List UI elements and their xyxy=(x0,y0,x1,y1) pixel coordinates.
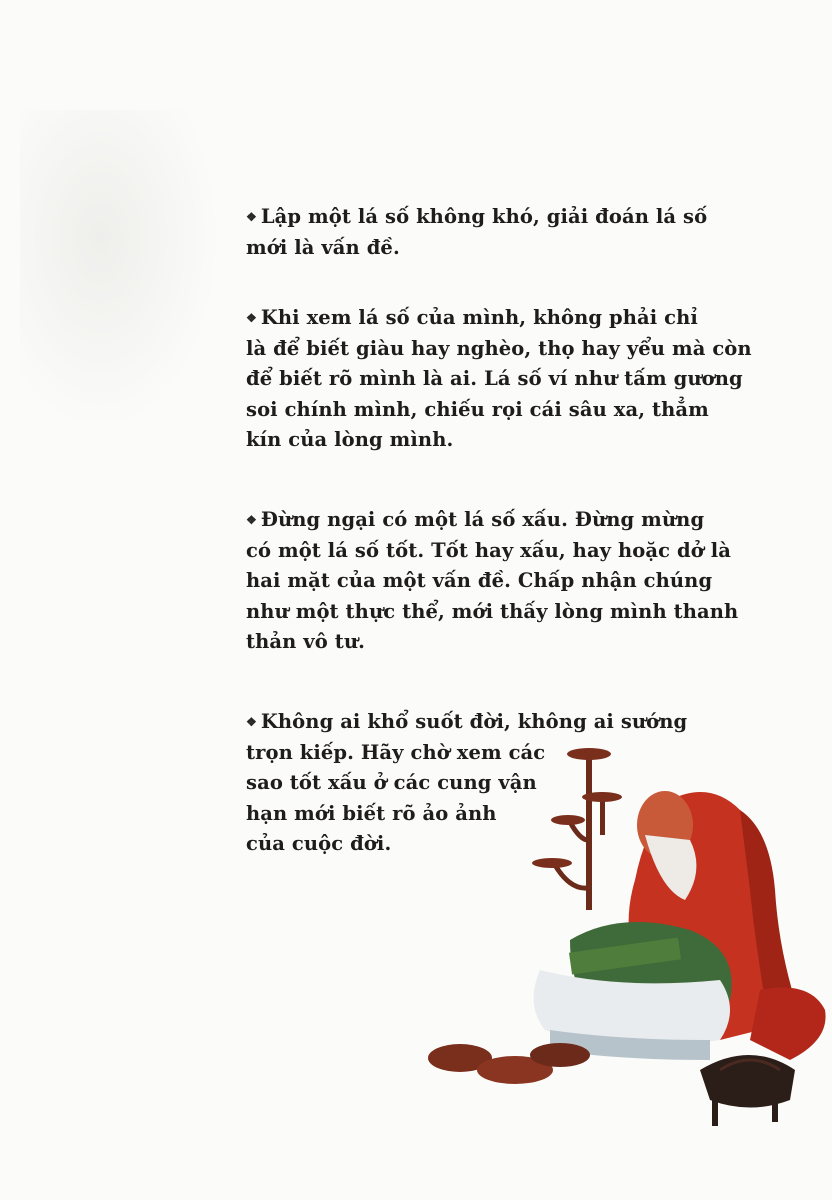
paragraph-3-line-2: có một lá số tốt. Tốt hay xấu, hay hoặc dở là xyxy=(246,538,731,562)
sage-illustration xyxy=(420,740,832,1140)
paragraph-4-line-1 xyxy=(246,707,728,738)
incense-burner-icon xyxy=(700,1055,795,1126)
paragraph-3-line-1-text: Đừng ngại có một lá số xấu. Đừng mừng xyxy=(260,508,705,531)
paragraph-2-line-3: để biết rõ mình là ai. Lá số ví như tấm gương xyxy=(246,367,743,390)
paragraph-4-line-3: sao tốt xấu ở các cung vận xyxy=(246,771,537,794)
paragraph-4-line-2: trọn kiếp. Hãy chờ xem các xyxy=(246,740,546,764)
paragraph-4-line-1-text: Không ai khổ suốt đời, không ai sướng xyxy=(260,710,688,733)
paper-speckle xyxy=(20,110,220,430)
paragraph-3-line-3: hai mặt của một vấn đề. Chấp nhận chúng xyxy=(246,569,713,592)
bullet-icon: ❖ xyxy=(246,311,257,325)
bullet-icon: ❖ xyxy=(246,513,257,527)
paragraph-3-line-4: như một thực thể, mới thấy lòng mình thanh xyxy=(246,599,739,623)
paragraph-4-line-4: hạn mới biết rõ ảo ảnh xyxy=(246,801,497,825)
paragraph-1-line-2: mới là vấn đề. xyxy=(246,235,400,259)
paragraph-3-line-1 xyxy=(246,505,728,536)
paragraph-2-line-2: là để biết giàu hay nghèo, thọ hay yểu mà còn xyxy=(246,336,752,360)
paragraph-2 xyxy=(246,303,752,456)
paragraph-2-line-1 xyxy=(246,303,728,334)
paragraph-2-line-1-text: Khi xem lá số của mình, không phải chỉ xyxy=(260,306,698,329)
paragraph-1-line-1 xyxy=(246,202,728,233)
paragraph-3-line-5: thản vô tư. xyxy=(246,630,365,653)
wood-logs xyxy=(428,1043,590,1084)
paragraph-1 xyxy=(246,202,728,263)
bullet-icon: ❖ xyxy=(246,715,257,729)
paragraph-4-line-5: của cuộc đời. xyxy=(246,832,392,855)
lamp-stand-icon xyxy=(532,748,622,910)
paragraph-2-line-5: kín của lòng mình. xyxy=(246,428,454,451)
paragraph-1-line-1-text: Lập một lá số không khó, giải đoán lá số xyxy=(260,205,708,228)
paragraph-3 xyxy=(246,505,739,658)
bullet-icon: ❖ xyxy=(246,210,257,224)
paragraph-2-line-4: soi chính mình, chiếu rọi cái sâu xa, thẳm xyxy=(246,397,709,421)
